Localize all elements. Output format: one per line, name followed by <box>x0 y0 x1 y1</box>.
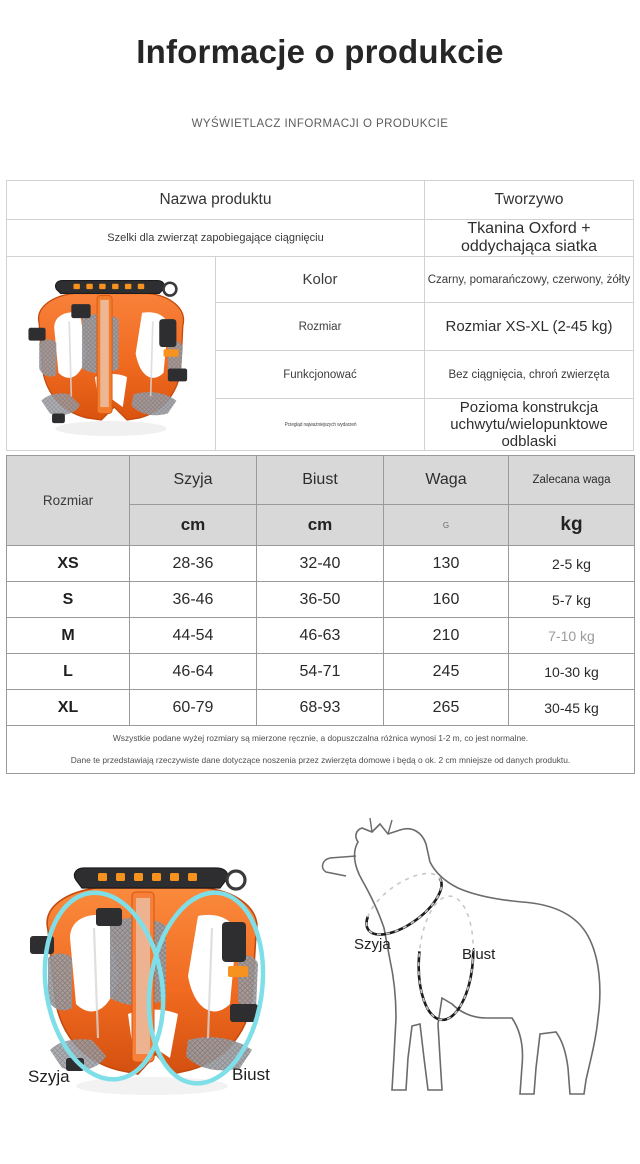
row-weight: 265 <box>384 690 509 726</box>
spec-header-material: Tworzywo <box>425 181 634 220</box>
size-chart-table <box>6 455 635 774</box>
row-chest: 32-40 <box>257 546 384 582</box>
harness-measure-figure <box>0 818 320 1159</box>
row-size: M <box>7 618 130 654</box>
row-recommended: 30-45 kg <box>509 690 635 726</box>
dog-neck-label: Szyja <box>354 936 391 953</box>
row-chest: 68-93 <box>257 690 384 726</box>
table-row <box>7 654 635 690</box>
row-size: XS <box>7 546 130 582</box>
size-table-notes-row <box>7 726 635 774</box>
table-row <box>7 618 635 654</box>
row-neck: 60-79 <box>130 690 257 726</box>
size-header-szyja: Szyja <box>130 456 257 505</box>
size-header-zalecana-waga: Zalecana waga <box>509 456 635 505</box>
note-line-2: Dane te przedstawiają rzeczywiste dane dotyczące noszenia przez zwierzęta domowe i będą o ok. 2 cm mniejsze od danych produktu. <box>70 755 571 765</box>
harness-photo-illustration <box>7 257 215 450</box>
dog-outline-illustration <box>300 818 640 1159</box>
spec-label-rozmiar: Rozmiar <box>216 303 425 351</box>
row-chest: 36-50 <box>257 582 384 618</box>
spec-value-row <box>7 220 634 257</box>
spec-value-przeglad: Pozioma konstrukcja uchwytu/wielopunktowe odblaski <box>425 399 634 451</box>
row-neck: 36-46 <box>130 582 257 618</box>
page-subtitle: WYŚWIETLACZ INFORMACJI O PRODUKCIE <box>191 118 449 130</box>
spec-header-row <box>7 181 634 220</box>
measurement-figures <box>0 818 640 1159</box>
size-unit-szyja: cm <box>130 505 257 546</box>
table-row <box>7 582 635 618</box>
row-neck: 46-64 <box>130 654 257 690</box>
spec-value-product-name: Szelki dla zwierząt zapobiegające ciągnięciu <box>7 220 425 257</box>
row-recommended: 2-5 kg <box>509 546 635 582</box>
spec-value-material: Tkanina Oxford + oddychająca siatka <box>425 220 634 257</box>
product-photo <box>7 257 216 451</box>
dog-diagram-figure <box>300 818 640 1159</box>
row-recommended: 5-7 kg <box>509 582 635 618</box>
row-weight: 210 <box>384 618 509 654</box>
harness-chest-label: Biust <box>232 1065 270 1084</box>
row-weight: 130 <box>384 546 509 582</box>
spec-value-kolor: Czarny, pomarańczowy, czerwony, żółty <box>425 257 634 303</box>
row-recommended: 7-10 kg <box>509 618 635 654</box>
note-line-1: Wszystkie podane wyżej rozmiary są mierzone ręcznie, a dopuszczalna różnica wynosi 1-2 m, co jest normalne. <box>112 732 529 743</box>
size-unit-biust: cm <box>257 505 384 546</box>
harness-neck-label: Szyja <box>28 1067 70 1086</box>
product-spec-table <box>6 180 634 451</box>
size-header-row-1 <box>7 456 635 505</box>
row-chest: 46-63 <box>257 618 384 654</box>
row-chest: 54-71 <box>257 654 384 690</box>
row-recommended: 10-30 kg <box>509 654 635 690</box>
harness-measure-illustration <box>0 818 320 1159</box>
row-size: S <box>7 582 130 618</box>
table-row <box>7 690 635 726</box>
spec-header-product-name: Nazwa produktu <box>7 181 425 220</box>
page-title: Informacje o produkcie <box>136 33 504 70</box>
row-size: XL <box>7 690 130 726</box>
spec-label-kolor: Kolor <box>216 257 425 303</box>
spec-value-rozmiar: Rozmiar XS-XL (2-45 kg) <box>425 303 634 351</box>
row-weight: 160 <box>384 582 509 618</box>
size-unit-zalecana: kg <box>509 505 635 546</box>
row-size: L <box>7 654 130 690</box>
dog-chest-label: Biust <box>462 946 496 963</box>
size-table-notes <box>7 726 635 774</box>
size-unit-waga: G <box>384 505 509 546</box>
spec-label-funkcja: Funkcjonować <box>216 351 425 399</box>
table-row <box>7 546 635 582</box>
row-neck: 44-54 <box>130 618 257 654</box>
size-header-waga: Waga <box>384 456 509 505</box>
spec-label-przeglad: Przegląd najważniejszych wydarzeń <box>224 399 416 451</box>
spec-value-funkcja: Bez ciągnięcia, chroń zwierzęta <box>425 351 634 399</box>
row-weight: 245 <box>384 654 509 690</box>
row-neck: 28-36 <box>130 546 257 582</box>
spec-row-kolor <box>7 257 634 303</box>
size-header-rozmiar: Rozmiar <box>7 456 130 546</box>
size-header-biust: Biust <box>257 456 384 505</box>
